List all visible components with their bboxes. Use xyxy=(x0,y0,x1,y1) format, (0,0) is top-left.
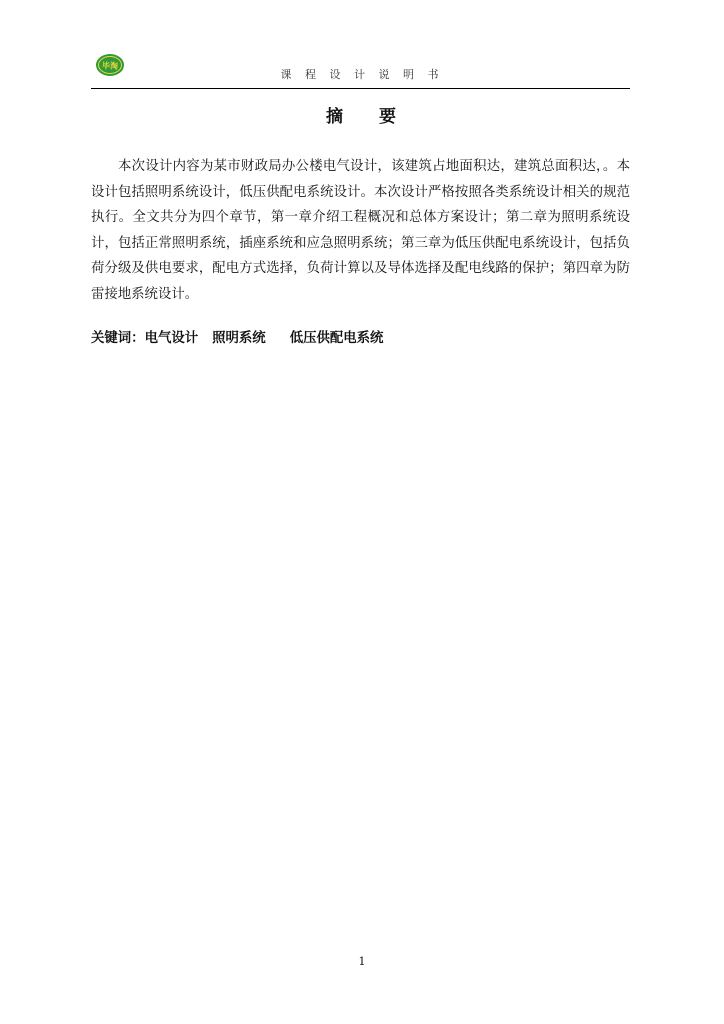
abstract-heading-part1: 摘 xyxy=(326,107,345,127)
keyword-item: 低压供配电系统 xyxy=(289,331,384,346)
abstract-body: 本次设计内容为某市财政局办公楼电气设计，该建筑占地面积达，建筑总面积达，。本设计包括照明系统设计，低压供配电系统设计。本次设计严格按照各类系统设计相关的规范执行。全文共分为四个章节，第一章介绍工程概况和总体方案设计；第二章为照明系统设计，包括正常照明系统，插座系统和应急照明系统；第三章为低压供配电系统设计，包括负荷分级及供电要求，配电方式选择，负荷计算以及导体选择及配电线路的保护；第四章为防雷接地系统设计。 xyxy=(91,159,630,302)
header-divider xyxy=(91,88,630,89)
abstract-heading xyxy=(0,102,724,127)
abstract-heading-part2: 要 xyxy=(379,107,398,127)
keywords-label: 关键词： xyxy=(91,331,145,346)
keywords-line xyxy=(91,329,383,349)
keyword-item: 照明系统 xyxy=(212,331,266,346)
keyword-item: 电气设计 xyxy=(144,331,199,346)
header-title: 课 程 设 计 说 明 书 xyxy=(280,68,444,81)
logo-text: 毕淘 xyxy=(102,61,118,71)
page-number: 1 xyxy=(358,955,366,968)
